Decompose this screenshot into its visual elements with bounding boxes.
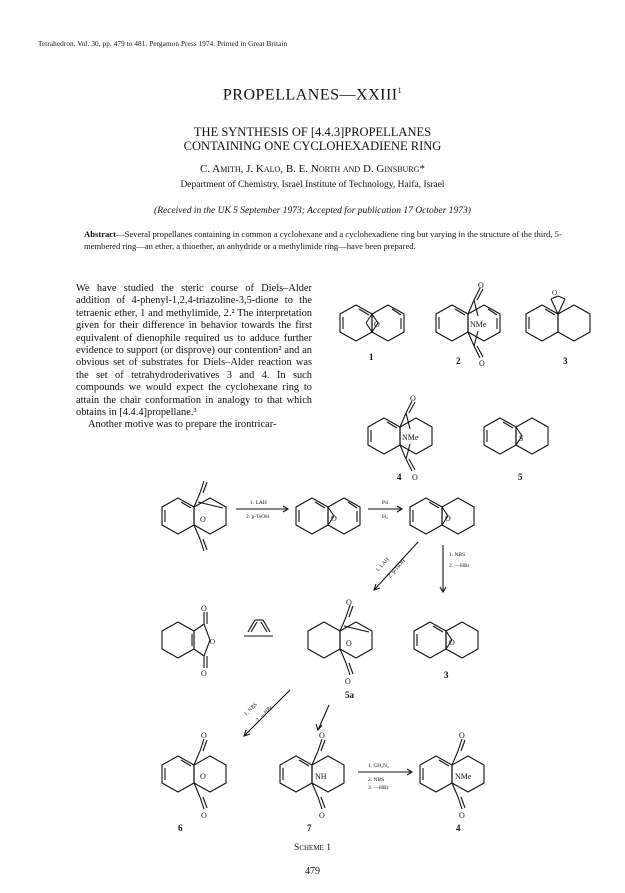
compound-number-7: 7 — [307, 823, 312, 833]
abstract-label: Abstract — [84, 229, 116, 239]
atom-label-O-4a: O — [410, 394, 416, 403]
compound-1-structure — [340, 305, 404, 341]
scheme-compound-4-final — [420, 739, 484, 809]
compound-5-structure — [484, 418, 548, 454]
atom-label-O-2b: O — [479, 359, 485, 368]
scheme-anhydride-diene-2 — [308, 605, 372, 675]
compound-2-structure — [436, 288, 500, 358]
compound-number-2: 2 — [456, 356, 461, 366]
atom-label-O-2a: O — [478, 281, 484, 290]
atom-label-O-s8a: O — [319, 731, 325, 740]
compound-number-4: 4 — [397, 472, 402, 482]
atom-label-O-s5a: O — [346, 598, 352, 607]
journal-header: Tetrahedron. Vol. 30, pp. 479 to 481. Pergamon Press 1974. Printed in Great Britain — [38, 40, 288, 48]
compound-4-structure — [368, 401, 432, 471]
scheme-3-bottom — [414, 622, 478, 658]
atom-label-O-s7a: O — [201, 731, 207, 740]
body-paragraph-1: We have studied the steric course of Diels–Alder addition of 4-phenyl-1,2,4-triazoline-3,5-dione to the tetraenic ether, 1 and methylimide, 2.² The interpretation given for their difference in behavior towards the first equivalent of dienophile required us to adduce further evidence to support (or disprove) our contention² and an obvious set of substrates for Diels–Alder reaction was the set of tetrahydroderivatives 3 and 4. In such compounds we would expect the cyclohexane ring to attain the chair conformation in analogy to that which obtains in [4.4.4]propellane.³ — [76, 283, 312, 419]
scheme-ether-diene — [410, 498, 474, 534]
compound-number-4-scheme: 4 — [456, 823, 461, 833]
arrow-6-label-top: 1. CH₂N₂ — [368, 763, 389, 769]
atom-label-O-s4b: O — [210, 638, 216, 646]
atom-label-O-s4a: O — [201, 604, 207, 613]
body-paragraph-2: Another motive was to prepare the irontricar- — [88, 419, 277, 431]
page-number: 479 — [305, 866, 320, 877]
arrow-2-label-top: Pd — [382, 500, 388, 506]
atom-label-O-s7b: O — [200, 772, 206, 781]
atom-label-O-s5b: O — [346, 639, 352, 648]
scheme-ether-tetraene — [296, 498, 360, 534]
atom-label-O-s6: O — [449, 638, 455, 647]
atom-label-O-s8b: O — [319, 811, 325, 820]
arrow-1-label-bottom: 2. p-TsOH — [246, 514, 270, 520]
atom-label-O-s7c: O — [201, 811, 207, 820]
compound-number-5: 5 — [518, 472, 523, 482]
arrow-4-label-1: 1. LAH — [375, 556, 391, 574]
atom-label-O-s5c: O — [345, 677, 351, 686]
atom-label-O-s4c: O — [201, 669, 207, 678]
title-footnote-mark: 1 — [397, 86, 403, 95]
received-dates: (Received in the UK 5 September 1973; Accepted for publication 17 October 1973) — [154, 206, 471, 216]
atom-label-O-s3: O — [445, 514, 451, 523]
paper-title-text: PROPELLANES—XXIII — [222, 86, 398, 104]
atom-label-NMe-2: NMe — [470, 320, 487, 329]
compound-number-6: 6 — [178, 823, 183, 833]
atom-label-O-s1: O — [200, 515, 206, 524]
arrow-1 — [236, 506, 288, 512]
scheme-anhydride-start — [162, 612, 210, 668]
scheme-anhydride-diene — [162, 481, 226, 551]
atom-label-O-s2: O — [331, 514, 337, 523]
atom-label-NH-7: NH — [315, 772, 327, 781]
arrow-1-label-top: 1. LAH — [250, 500, 267, 506]
atom-label-O-s9b: O — [459, 811, 465, 820]
compound-number-3-scheme: 3 — [444, 670, 449, 680]
atom-label-NMe-s9: NMe — [455, 772, 472, 781]
subtitle-line-2: CONTAINING ONE CYCLOHEXADIENE RING — [183, 139, 442, 153]
arrow-3-label-1: 1. NBS — [449, 552, 466, 558]
authors: C. Amith, J. Kalo, B. E. North and D. Ginsburg* — [200, 163, 425, 175]
arrow-3-label-2: 2. —HBr — [449, 563, 470, 569]
arrow-6 — [358, 769, 412, 775]
compound-number-5a: 5a — [345, 690, 354, 700]
arrow-4-label-2: 2. p-TsOH — [387, 558, 407, 580]
arrow-5-label-1: 1. NBS — [243, 701, 259, 718]
arrow-5-label-2: 2. —HBr — [255, 704, 274, 724]
atom-label-S-5: S — [519, 434, 524, 443]
subtitle-line-1: THE SYNTHESIS OF [4.4.3]PROPELLANES — [193, 125, 432, 139]
compound-number-3: 3 — [563, 356, 568, 366]
arrow-5a-to-7 — [316, 705, 329, 730]
affiliation: Department of Chemistry, Israel Institute of Technology, Haifa, Israel — [180, 180, 445, 190]
arrow-6-label-2: 2. NBS — [368, 777, 385, 783]
atom-label-O-3: O — [552, 289, 558, 297]
scheme-butadiene — [244, 620, 273, 636]
atom-label-O-s9a: O — [459, 731, 465, 740]
scheme-compound-6 — [162, 739, 226, 809]
compound-3-structure — [526, 296, 590, 341]
abstract-text: —Several propellanes containing in common a cyclohexane and a cyclohexadiene ring but varying in the structure of the third, 5-membered ring—an ether, a thioether, an anhydride or a methylimide ring—have been prepared. — [84, 229, 562, 251]
arrow-6-label-3: 3. —HBr — [368, 785, 389, 791]
compound-number-1: 1 — [369, 352, 374, 362]
arrow-2 — [368, 506, 402, 512]
arrow-2-label-bottom: H₂ — [382, 514, 388, 520]
atom-label-NMe-4: NMe — [402, 433, 419, 442]
scheme-compound-7 — [280, 739, 344, 809]
arrow-3 — [440, 545, 446, 592]
atom-label-O-1: O — [374, 320, 380, 329]
scheme-caption: Scheme 1 — [294, 843, 331, 853]
atom-label-O-4b: O — [412, 473, 418, 482]
